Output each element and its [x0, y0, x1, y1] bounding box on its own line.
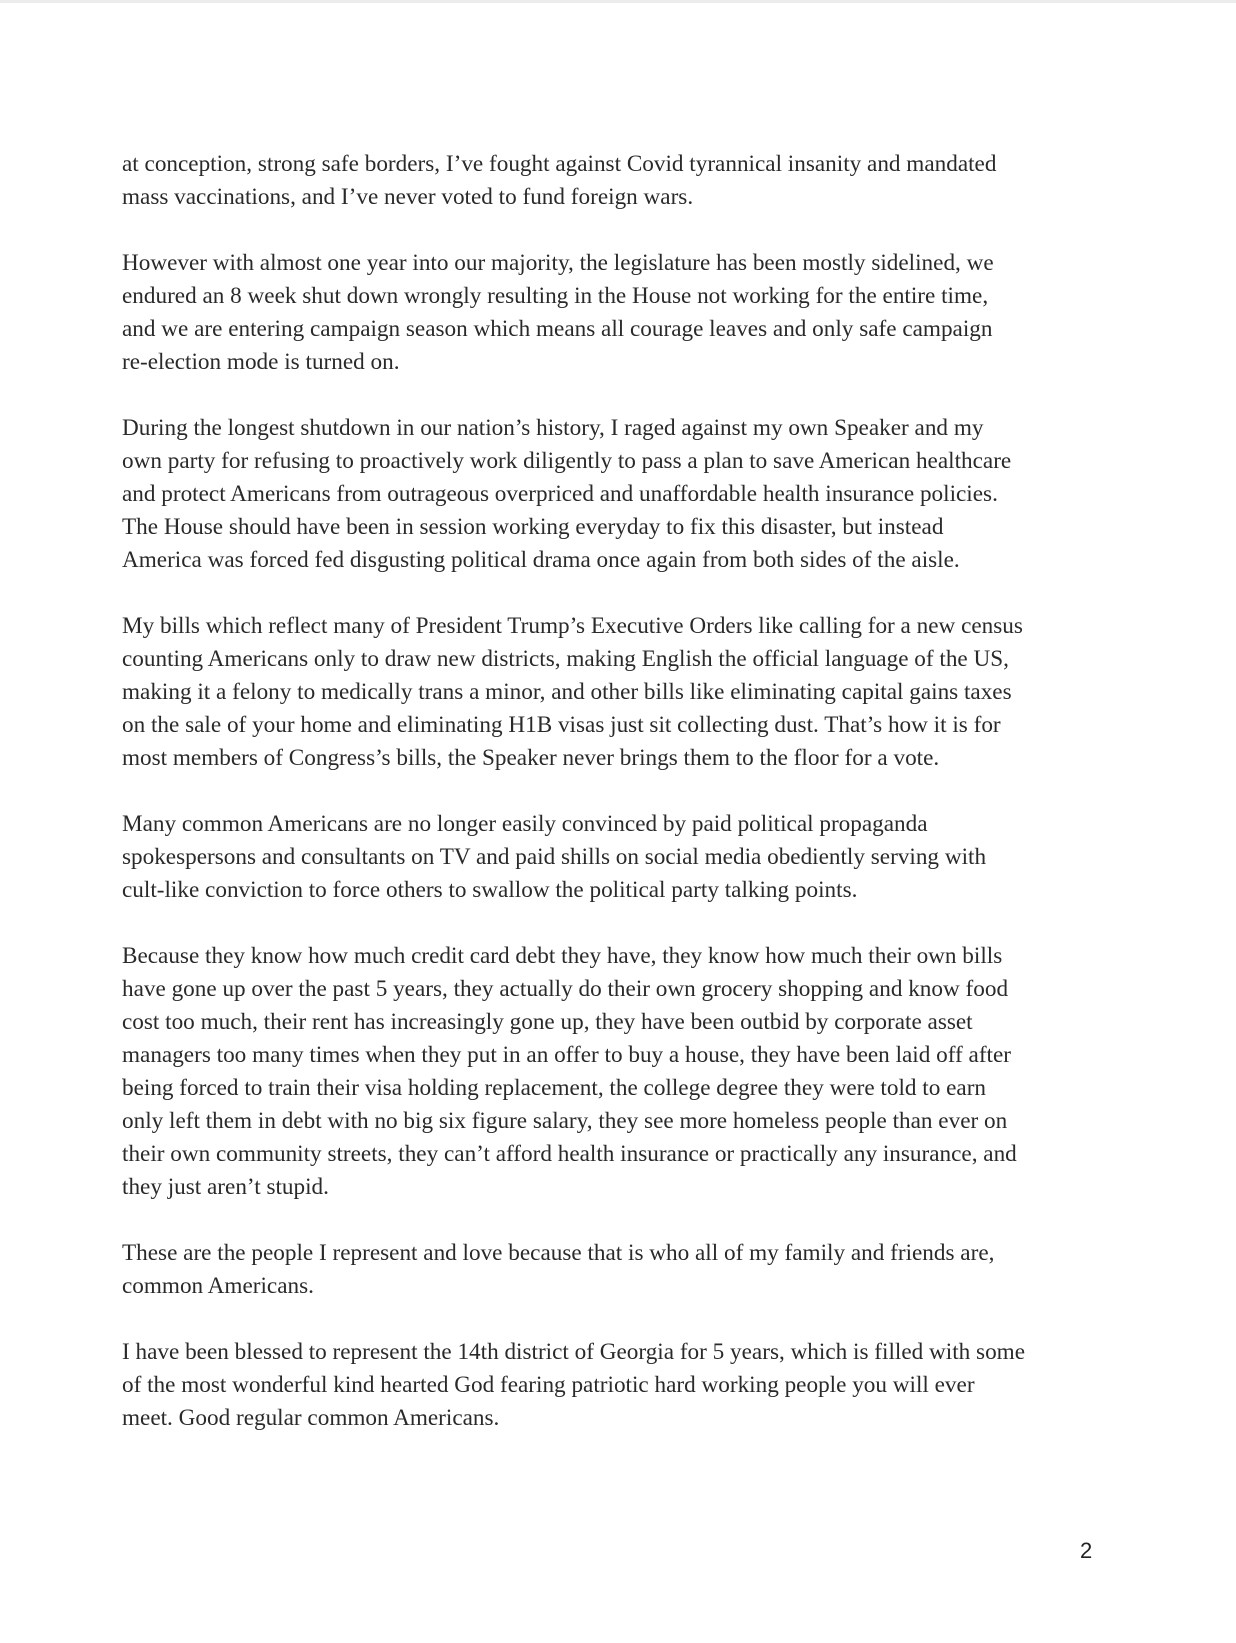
text-line: most members of Congress’s bills, the Speaker never brings them to the floor for a vote. [122, 745, 940, 771]
text-line: being forced to train their visa holding replacement, the college degree they were told to earn [122, 1075, 987, 1101]
paragraph-8 [122, 1336, 1122, 1435]
text-line: meet. Good regular common Americans. [122, 1405, 500, 1431]
text-line: mass vaccinations, and I’ve never voted to fund foreign wars. [122, 184, 694, 210]
text-line: their own community streets, they can’t afford health insurance or practically any insurance, and [122, 1141, 1017, 1167]
text-line: common Americans. [122, 1273, 314, 1299]
text-line: However with almost one year into our majority, the legislature has been mostly sidelined, we [122, 250, 994, 276]
text-line: on the sale of your home and eliminating H1B visas just sit collecting dust. That’s how it is for [122, 712, 1001, 738]
text-line: spokespersons and consultants on TV and paid shills on social media obediently serving with [122, 844, 987, 870]
text-line: cost too much, their rent has increasingly gone up, they have been outbid by corporate asset [122, 1009, 973, 1035]
text-line: of the most wonderful kind hearted God fearing patriotic hard working people you will ever [122, 1372, 975, 1398]
paragraph-6 [122, 940, 1122, 1204]
text-line: at conception, strong safe borders, I’ve fought against Covid tyrannical insanity and mandated [122, 151, 997, 177]
text-line: own party for refusing to proactively work diligently to pass a plan to save American healthcare [122, 448, 1012, 474]
text-line: making it a felony to medically trans a minor, and other bills like eliminating capital gains taxes [122, 679, 1012, 705]
text-line: they just aren’t stupid. [122, 1174, 329, 1200]
paragraph-7 [122, 1237, 1122, 1303]
text-line: counting Americans only to draw new districts, making English the official language of the US, [122, 646, 1009, 672]
text-line: have gone up over the past 5 years, they actually do their own grocery shopping and know food [122, 976, 1009, 1002]
text-line: and protect Americans from outrageous overpriced and unaffordable health insurance policies. [122, 481, 998, 507]
text-line: I have been blessed to represent the 14th district of Georgia for 5 years, which is filled with some [122, 1339, 1025, 1365]
text-line: only left them in debt with no big six figure salary, they see more homeless people than ever on [122, 1108, 1008, 1134]
paragraph-5 [122, 808, 1122, 907]
text-line: Because they know how much credit card debt they have, they know how much their own bills [122, 943, 1003, 969]
text-line: managers too many times when they put in an offer to buy a house, they have been laid off after [122, 1042, 1012, 1068]
paragraph-2 [122, 247, 1122, 379]
text-line: and we are entering campaign season which means all courage leaves and only safe campaign [122, 316, 993, 342]
text-line: My bills which reflect many of President Trump’s Executive Orders like calling for a new census [122, 613, 1023, 639]
text-line: re-election mode is turned on. [122, 349, 400, 375]
text-line: The House should have been in session working everyday to fix this disaster, but instead [122, 514, 944, 540]
text-line: Many common Americans are no longer easily convinced by paid political propaganda [122, 811, 928, 837]
paragraph-1 [122, 148, 1122, 214]
page-number: 2 [1080, 1538, 1093, 1563]
text-line: During the longest shutdown in our nation’s history, I raged against my own Speaker and my [122, 415, 984, 441]
paragraph-4 [122, 610, 1122, 775]
text-line: America was forced fed disgusting political drama once again from both sides of the aisle. [122, 547, 960, 573]
text-line: cult-like conviction to force others to swallow the political party talking points. [122, 877, 858, 903]
document-body [122, 148, 1122, 1468]
text-line: These are the people I represent and love because that is who all of my family and friends are, [122, 1240, 995, 1266]
text-line: endured an 8 week shut down wrongly resulting in the House not working for the entire time, [122, 283, 989, 309]
paragraph-3 [122, 412, 1122, 577]
